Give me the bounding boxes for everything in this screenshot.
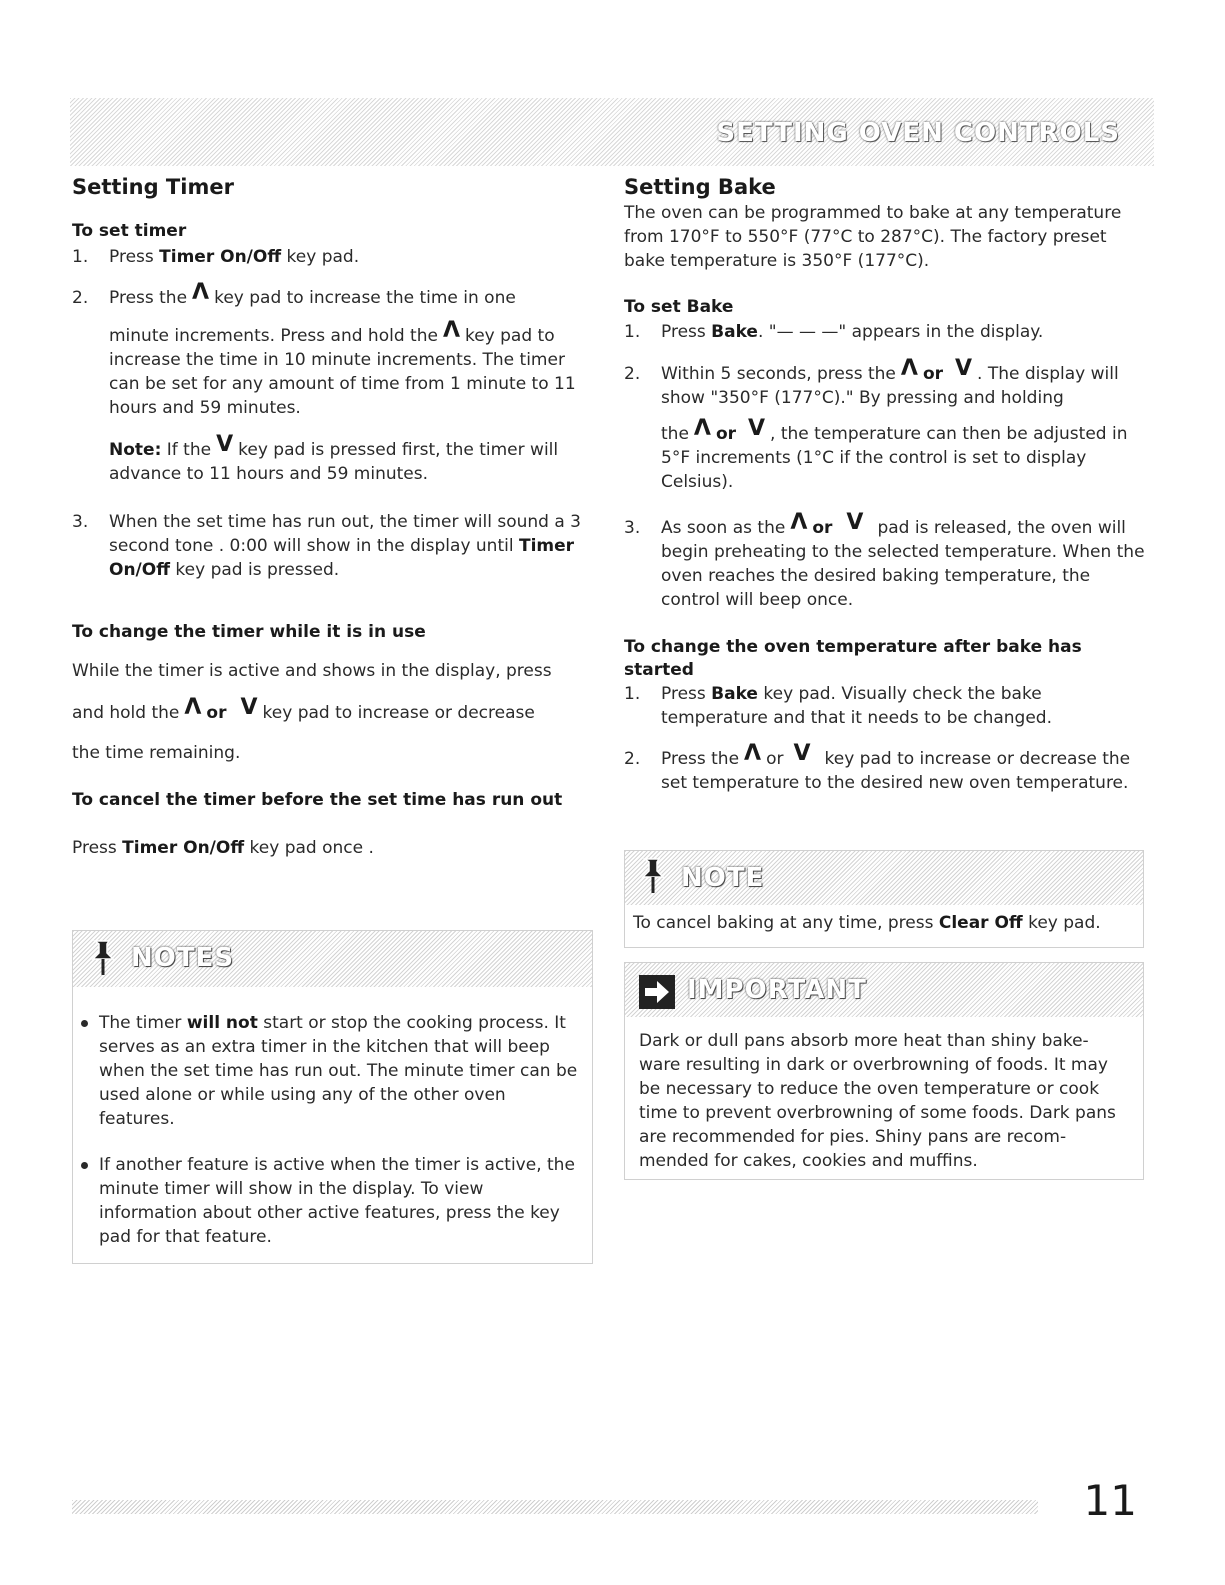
bullet-icon: [81, 1020, 88, 1027]
timer-heading: Setting Timer: [72, 175, 234, 199]
bake-step-2: 2. Within 5 seconds, press the Λ or V . The display will show "350°F (177°C)." By pressing and holding the Λ or V , the temperature can then be adjusted in 5°F increments (1°C if the control is set to display Celsius).: [624, 356, 1128, 492]
cancel-timer-heading: To cancel the timer before the set time has run out: [72, 790, 563, 810]
change-temp-step-2: 2. Press the Λ or V key pad to increase or decrease the set temperature to the desired new oven temperature.: [624, 741, 1131, 793]
header-bar: [70, 98, 1154, 166]
notes-bullet-2: If another feature is active when the timer is active, the minute timer will show in the display. To view information about other active features, press the key pad for that feature.: [73, 1153, 578, 1249]
down-arrow-icon: V: [955, 356, 973, 381]
notes-box: [72, 930, 593, 1264]
notes-title: NOTES: [131, 943, 235, 973]
footer-bar: [72, 1500, 1038, 1514]
bake-step-3: 3. As soon as the Λ or V pad is released, the oven will begin preheating to the selected temperature. When the oven reaches the desired baking temperature, the control will beep once.: [624, 510, 1145, 610]
change-timer-line-2: and hold the Λ or V key pad to increase or decrease: [72, 695, 535, 723]
note-title: NOTE: [681, 863, 765, 893]
important-box: [624, 962, 1144, 1180]
pushpin-icon: [89, 939, 117, 977]
notes-bullet-1: The timer will not start or stop the cooking process. It serves as an extra timer in the kitchen that will beep when the set time has run out. The minute timer can be used alone or while using any of the other oven features.: [73, 1011, 578, 1131]
up-arrow-icon: Λ: [442, 318, 460, 343]
bake-step-1: 1. Press Bake. "— — —" appears in the display.: [624, 322, 1044, 342]
down-arrow-icon: V: [748, 416, 766, 441]
set-timer-heading: To set timer: [72, 221, 187, 241]
timer-note: Note: If the V key pad is pressed first, the timer will advance to 11 hours and 59 minutes.: [109, 432, 559, 484]
up-arrow-icon: Λ: [744, 741, 762, 766]
up-arrow-icon: Λ: [900, 356, 918, 381]
important-text: Dark or dull pans absorb more heat than shiny bake-ware resulting in dark or overbrowning of foods. It may be necessary to reduce the oven temperature or cook time to prevent overbrowning of some foods. Dark pans are recommended for pies. Shiny pans are recom-mended for cakes, cookies and muffins.: [639, 1031, 1116, 1171]
set-bake-heading: To set Bake: [624, 297, 734, 317]
up-arrow-icon: Λ: [790, 510, 808, 535]
bullet-icon: [81, 1162, 88, 1169]
down-arrow-icon: V: [240, 695, 258, 720]
change-temp-heading: To change the oven temperature after bake has started: [624, 637, 1082, 680]
change-timer-line-1: While the timer is active and shows in the display, press: [72, 661, 552, 681]
timer-step-2: 2. Press the Λ key pad to increase the time in one minute increments. Press and hold the Λ key pad to increase the time in 10 minute increments. The timer can be set for any amount of time from 1 minute to 11 hours and 59 minutes.: [72, 280, 576, 418]
change-timer-line-3: the time remaining.: [72, 743, 241, 763]
important-title: IMPORTANT: [687, 975, 867, 1005]
note-text: To cancel baking at any time, press Clear Off key pad.: [633, 913, 1101, 933]
arrow-right-box-icon: [639, 975, 675, 1009]
page-title: SETTING OVEN CONTROLS: [716, 118, 1120, 148]
change-timer-heading: To change the timer while it is in use: [72, 622, 426, 642]
change-temp-step-1: 1. Press Bake key pad. Visually check the bake temperature and that it needs to be changed.: [624, 684, 1052, 728]
note-header: [625, 851, 1143, 905]
page-number: 11: [1083, 1476, 1137, 1525]
pushpin-icon: [639, 857, 667, 895]
up-arrow-icon: Λ: [693, 416, 711, 441]
down-arrow-icon: V: [793, 741, 811, 766]
bake-intro: The oven can be programmed to bake at any temperature from 170°F to 550°F (77°C to 287°C). The factory preset bake temperature is 350°F (177°C).: [624, 203, 1122, 271]
cancel-timer-text: Press Timer On/Off key pad once .: [72, 838, 374, 858]
up-arrow-icon: Λ: [184, 695, 202, 720]
up-arrow-icon: Λ: [192, 280, 210, 305]
down-arrow-icon: V: [846, 510, 864, 535]
notes-header: [73, 931, 592, 987]
timer-step-1: 1. Press Timer On/Off key pad.: [72, 247, 360, 267]
bake-heading: Setting Bake: [624, 175, 776, 199]
important-header: [625, 963, 1143, 1017]
note-box: [624, 850, 1144, 948]
timer-step-3: 3. When the set time has run out, the timer will sound a 3 second tone . 0:00 will show in the display until Timer On/Off key pad is pressed.: [72, 512, 581, 580]
down-arrow-icon: V: [216, 432, 234, 457]
